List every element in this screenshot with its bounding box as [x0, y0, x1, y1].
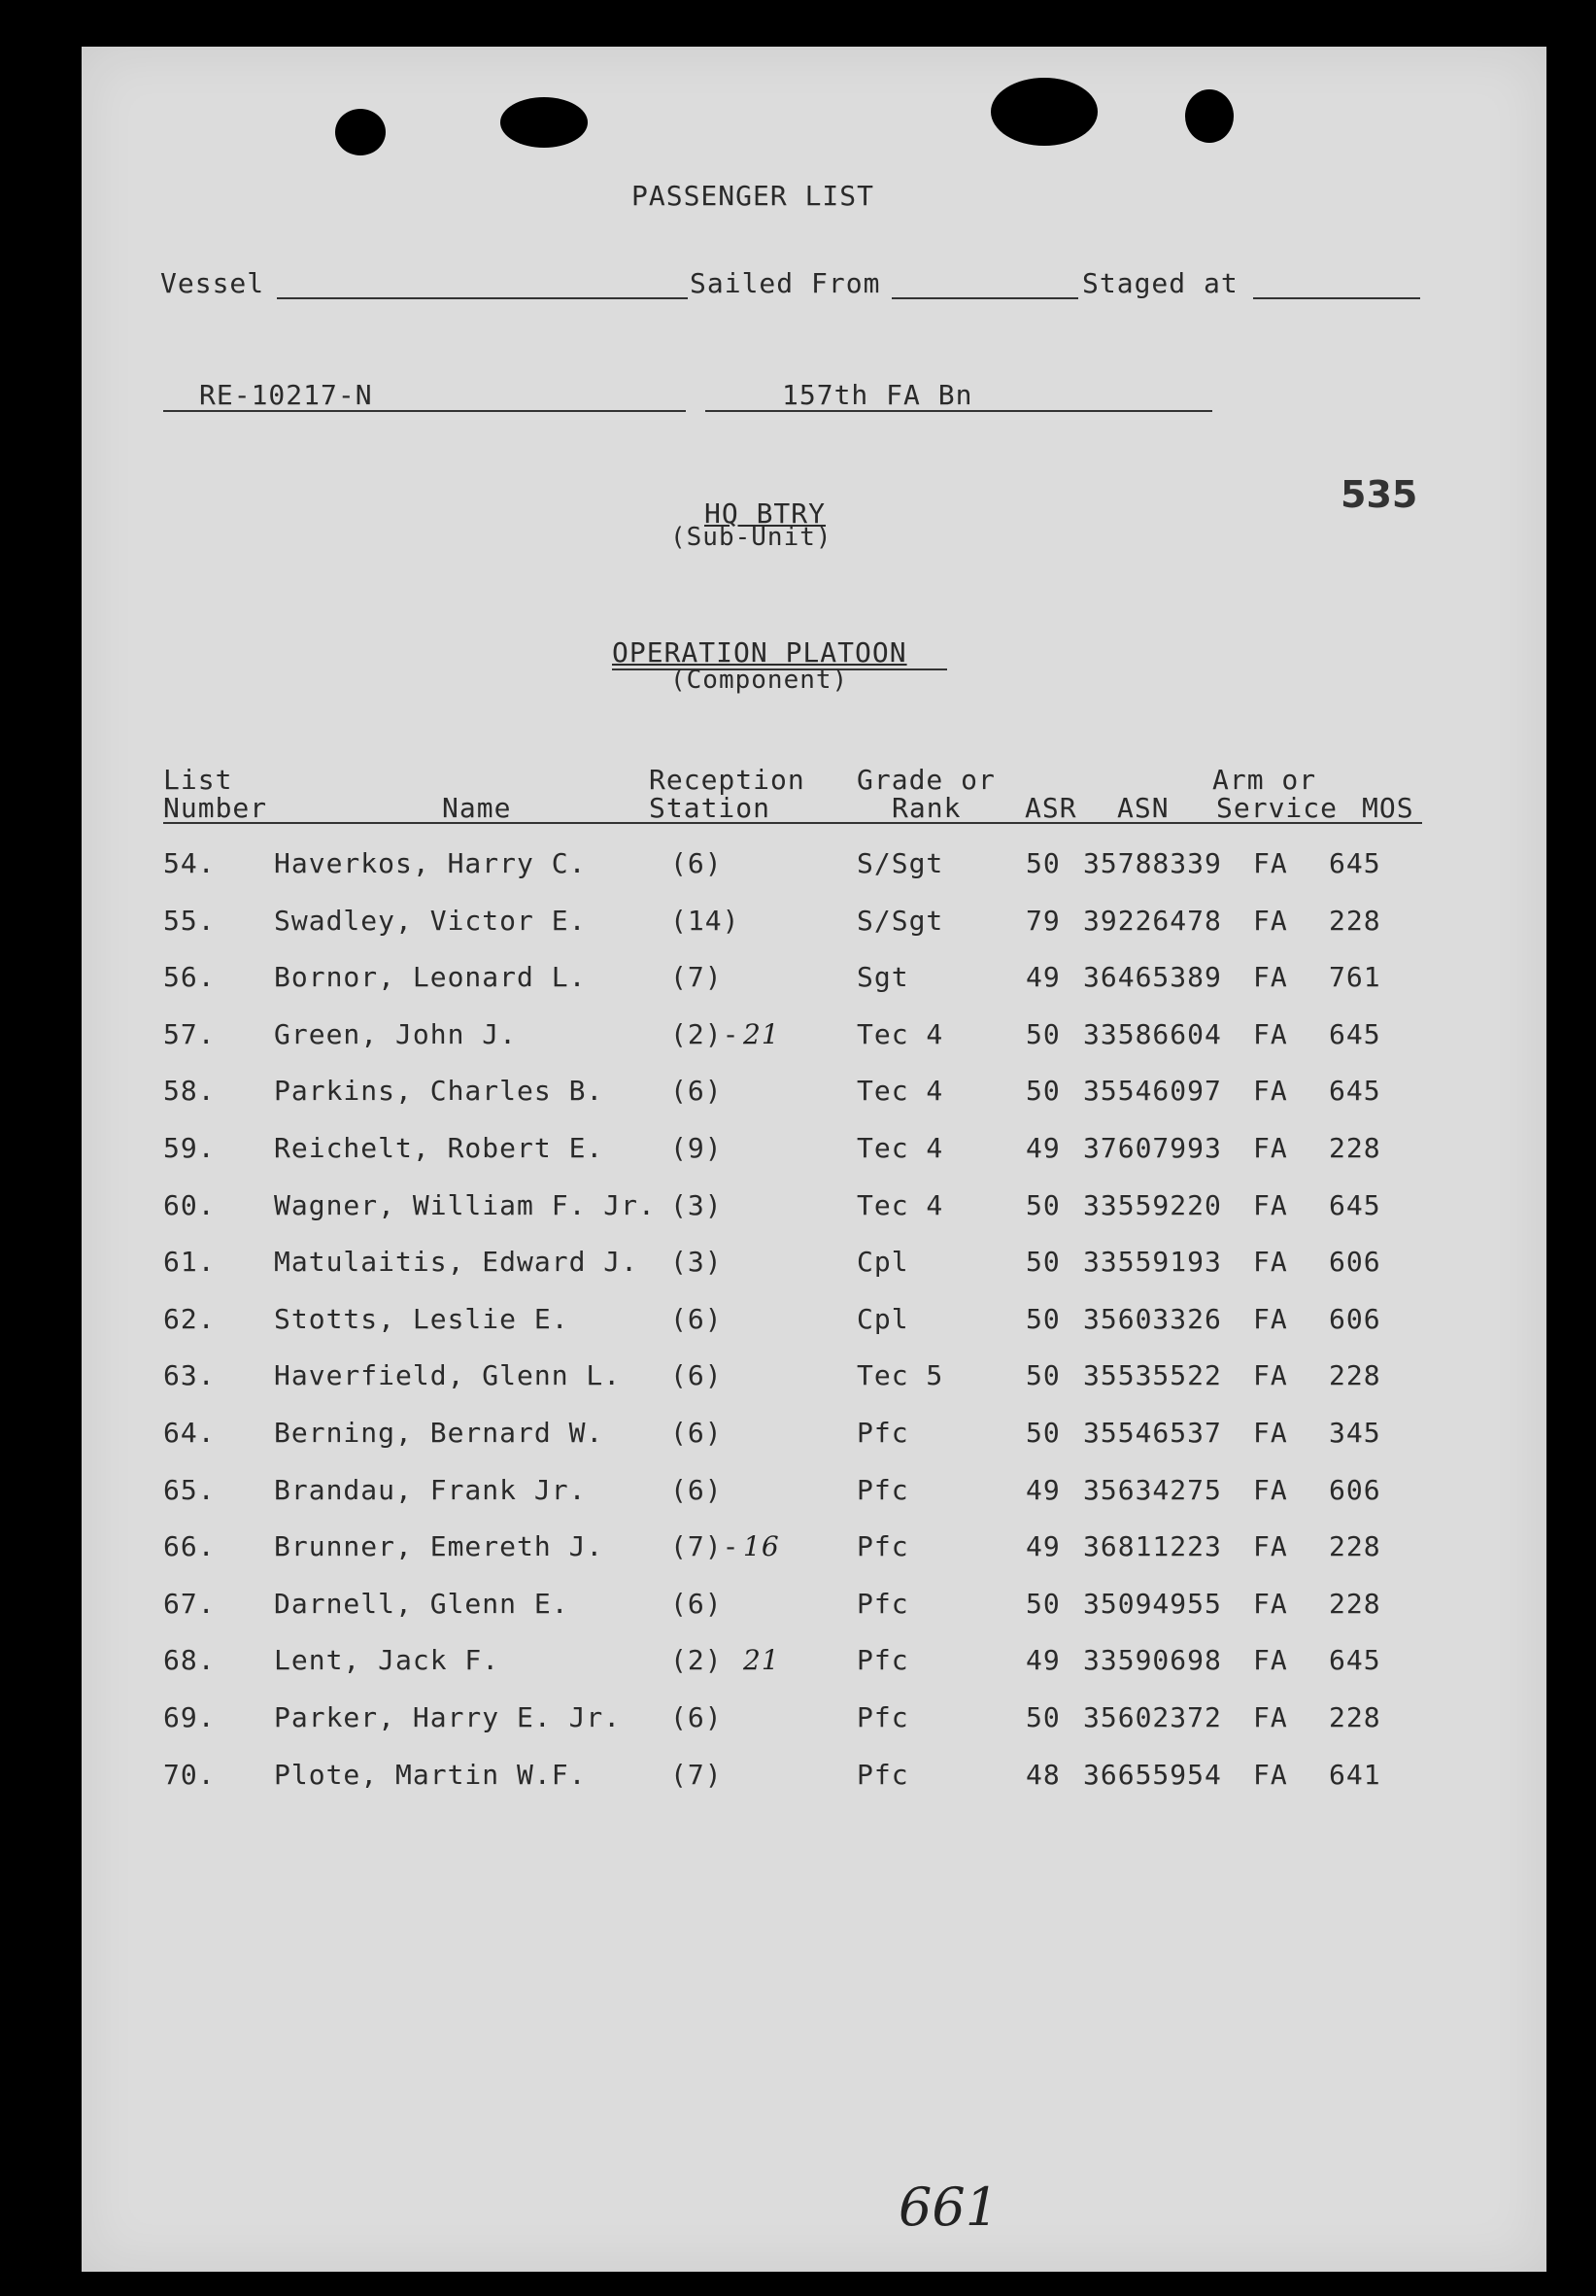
row-station: (6)	[670, 1701, 723, 1733]
row-mos: 645	[1329, 1188, 1381, 1221]
row-asn: 35535522	[1083, 1359, 1222, 1392]
row-station: (2)-	[670, 1017, 740, 1050]
table-row	[0, 1417, 1596, 1456]
row-asn: 35603326	[1083, 1302, 1222, 1335]
row-station: (6)	[670, 1359, 723, 1392]
row-asr: 50	[1026, 1417, 1061, 1449]
row-arm: FA	[1253, 1758, 1288, 1791]
row-number: 54.	[163, 847, 216, 879]
row-number: 68.	[163, 1644, 216, 1677]
row-mos: 606	[1329, 1473, 1381, 1506]
row-mos: 645	[1329, 847, 1381, 879]
row-arm: FA	[1253, 1473, 1288, 1506]
row-station: (14)	[670, 904, 740, 937]
row-asr: 50	[1026, 1359, 1061, 1392]
row-asn: 35094955	[1083, 1587, 1222, 1620]
table-row	[0, 1644, 1596, 1683]
row-asn: 35602372	[1083, 1701, 1222, 1733]
row-number: 56.	[163, 961, 216, 994]
row-grade: Tec 4	[857, 1017, 944, 1050]
row-asr: 49	[1026, 1132, 1061, 1164]
row-arm: FA	[1253, 1530, 1288, 1563]
row-arm: FA	[1253, 1188, 1288, 1221]
sailed-from-line	[892, 297, 1078, 299]
row-asn: 35788339	[1083, 847, 1222, 879]
row-asn: 39226478	[1083, 904, 1222, 937]
row-grade: Pfc	[857, 1644, 909, 1677]
table-row	[0, 1359, 1596, 1398]
row-arm: FA	[1253, 847, 1288, 879]
punch-hole	[335, 109, 386, 155]
row-mos: 645	[1329, 1075, 1381, 1108]
row-mos: 641	[1329, 1758, 1381, 1791]
row-station: (6)	[670, 1302, 723, 1335]
table-row	[0, 1189, 1596, 1228]
row-station: (6)	[670, 1473, 723, 1506]
col-mos: MOS	[1362, 792, 1414, 824]
row-arm: FA	[1253, 1417, 1288, 1449]
row-asn: 37607993	[1083, 1132, 1222, 1164]
row-grade: Tec 4	[857, 1132, 944, 1164]
vessel-value: RE-10217-N	[199, 379, 373, 411]
row-number: 57.	[163, 1017, 216, 1050]
row-number: 62.	[163, 1302, 216, 1335]
row-asn: 33586604	[1083, 1017, 1222, 1050]
row-name: Brunner, Emereth J.	[274, 1530, 604, 1563]
row-name: Swadley, Victor E.	[274, 904, 587, 937]
row-asr: 50	[1026, 1302, 1061, 1335]
table-row	[0, 905, 1596, 943]
table-row	[0, 1075, 1596, 1114]
row-arm: FA	[1253, 904, 1288, 937]
row-arm: FA	[1253, 961, 1288, 994]
row-mos: 606	[1329, 1246, 1381, 1279]
row-handwritten-note: 16	[743, 1530, 780, 1563]
row-mos: 228	[1329, 1132, 1381, 1164]
row-asr: 49	[1026, 1644, 1061, 1677]
row-name: Parker, Harry E. Jr.	[274, 1701, 622, 1733]
row-number: 69.	[163, 1701, 216, 1733]
row-station: (6)	[670, 1587, 723, 1620]
vessel-value-line	[163, 410, 686, 412]
row-grade: Pfc	[857, 1587, 909, 1620]
row-asr: 49	[1026, 1530, 1061, 1563]
row-grade: Pfc	[857, 1530, 909, 1563]
unit-value-line	[705, 410, 1212, 412]
row-station: (3)	[670, 1246, 723, 1279]
row-number: 60.	[163, 1188, 216, 1221]
row-name: Wagner, William F. Jr.	[274, 1188, 656, 1221]
row-mos: 645	[1329, 1644, 1381, 1677]
row-asr: 49	[1026, 1473, 1061, 1506]
row-asn: 36811223	[1083, 1530, 1222, 1563]
row-arm: FA	[1253, 1132, 1288, 1164]
col-list-number-2: Number	[163, 792, 268, 824]
table-row	[0, 847, 1596, 886]
row-asr: 50	[1026, 1075, 1061, 1108]
row-arm: FA	[1253, 1302, 1288, 1335]
row-mos: 228	[1329, 1530, 1381, 1563]
row-mos: 228	[1329, 1587, 1381, 1620]
row-station: (7)	[670, 1758, 723, 1791]
row-number: 64.	[163, 1417, 216, 1449]
row-number: 65.	[163, 1473, 216, 1506]
col-list-number-1: List	[163, 764, 233, 796]
row-asn: 36655954	[1083, 1758, 1222, 1791]
row-asr: 50	[1026, 1017, 1061, 1050]
sub-unit: HQ BTRY	[704, 497, 827, 530]
row-mos: 345	[1329, 1417, 1381, 1449]
row-grade: Pfc	[857, 1758, 909, 1791]
row-handwritten-note: 21	[743, 1017, 780, 1050]
col-asr: ASR	[1025, 792, 1077, 824]
table-row	[0, 1701, 1596, 1740]
row-grade: Tec 4	[857, 1188, 944, 1221]
row-station: (6)	[670, 1075, 723, 1108]
component-label: (Component)	[670, 666, 849, 695]
row-asn: 33559220	[1083, 1188, 1222, 1221]
row-arm: FA	[1253, 1644, 1288, 1677]
row-name: Haverkos, Harry C.	[274, 847, 587, 879]
row-mos: 228	[1329, 904, 1381, 937]
row-name: Lent, Jack F.	[274, 1644, 500, 1677]
row-name: Bornor, Leonard L.	[274, 961, 587, 994]
col-name: Name	[442, 792, 512, 824]
row-asn: 33559193	[1083, 1246, 1222, 1279]
row-mos: 228	[1329, 1359, 1381, 1392]
row-asr: 50	[1026, 1188, 1061, 1221]
col-reception-2: Station	[649, 792, 771, 824]
row-asr: 50	[1026, 1246, 1061, 1279]
punch-hole	[500, 97, 588, 148]
row-asr: 79	[1026, 904, 1061, 937]
row-station: (2)	[670, 1644, 723, 1677]
row-name: Matulaitis, Edward J.	[274, 1246, 639, 1279]
row-station: (9)	[670, 1132, 723, 1164]
row-number: 59.	[163, 1132, 216, 1164]
punch-hole	[991, 78, 1098, 146]
row-asn: 35546537	[1083, 1417, 1222, 1449]
page-number: 535	[1341, 473, 1418, 516]
table-row	[0, 1588, 1596, 1627]
row-station: (6)	[670, 847, 723, 879]
row-grade: Pfc	[857, 1473, 909, 1506]
vessel-label: Vessel	[160, 267, 265, 299]
row-grade: Sgt	[857, 961, 909, 994]
row-arm: FA	[1253, 1075, 1288, 1108]
row-asr: 48	[1026, 1758, 1061, 1791]
row-name: Haverfield, Glenn L.	[274, 1359, 622, 1392]
row-grade: Pfc	[857, 1417, 909, 1449]
unit-value: 157th FA Bn	[782, 379, 973, 411]
punch-hole	[1185, 89, 1234, 143]
row-name: Brandau, Frank Jr.	[274, 1473, 587, 1506]
row-name: Stotts, Leslie E.	[274, 1302, 569, 1335]
row-asr: 50	[1026, 1587, 1061, 1620]
row-grade: Cpl	[857, 1302, 909, 1335]
row-station: (7)	[670, 961, 723, 994]
staged-at-label: Staged at	[1082, 267, 1239, 299]
row-grade: Cpl	[857, 1246, 909, 1279]
table-row	[0, 1018, 1596, 1057]
table-row	[0, 1303, 1596, 1342]
row-asn: 36465389	[1083, 961, 1222, 994]
vessel-line	[277, 297, 688, 299]
row-grade: S/Sgt	[857, 847, 944, 879]
row-grade: Tec 5	[857, 1359, 944, 1392]
table-row	[0, 1246, 1596, 1285]
header-rule	[163, 822, 1422, 824]
row-handwritten-note: 21	[743, 1644, 780, 1677]
row-number: 63.	[163, 1359, 216, 1392]
row-number: 58.	[163, 1075, 216, 1108]
document-title: PASSENGER LIST	[631, 180, 875, 212]
col-arm-2: Service	[1216, 792, 1339, 824]
col-arm-1: Arm or	[1212, 764, 1317, 796]
row-mos: 761	[1329, 961, 1381, 994]
sub-unit-label: (Sub-Unit)	[670, 523, 832, 552]
row-asn: 33590698	[1083, 1644, 1222, 1677]
row-name: Reichelt, Robert E.	[274, 1132, 604, 1164]
row-asr: 50	[1026, 847, 1061, 879]
row-name: Green, John J.	[274, 1017, 518, 1050]
row-name: Plote, Martin W.F.	[274, 1758, 587, 1791]
row-number: 55.	[163, 904, 216, 937]
row-name: Parkins, Charles B.	[274, 1075, 604, 1108]
row-arm: FA	[1253, 1246, 1288, 1279]
row-number: 67.	[163, 1587, 216, 1620]
row-name: Darnell, Glenn E.	[274, 1587, 569, 1620]
row-asr: 49	[1026, 961, 1061, 994]
row-number: 61.	[163, 1246, 216, 1279]
handwritten-number: 661	[899, 2176, 1000, 2238]
row-number: 66.	[163, 1530, 216, 1563]
row-station: (3)	[670, 1188, 723, 1221]
col-grade-1: Grade or	[857, 764, 996, 796]
row-station: (7)-	[670, 1530, 740, 1563]
row-mos: 228	[1329, 1701, 1381, 1733]
row-arm: FA	[1253, 1587, 1288, 1620]
staged-at-line	[1253, 297, 1420, 299]
row-asr: 50	[1026, 1701, 1061, 1733]
component: OPERATION PLATOON	[612, 636, 907, 668]
row-asn: 35546097	[1083, 1075, 1222, 1108]
row-arm: FA	[1253, 1359, 1288, 1392]
table-row	[0, 1132, 1596, 1171]
col-grade-2: Rank	[892, 792, 962, 824]
col-reception-1: Reception	[649, 764, 805, 796]
row-mos: 606	[1329, 1302, 1381, 1335]
table-row	[0, 1530, 1596, 1569]
row-arm: FA	[1253, 1701, 1288, 1733]
table-row	[0, 961, 1596, 1000]
row-grade: S/Sgt	[857, 904, 944, 937]
row-station: (6)	[670, 1417, 723, 1449]
col-asn: ASN	[1117, 792, 1170, 824]
row-asn: 35634275	[1083, 1473, 1222, 1506]
row-name: Berning, Bernard W.	[274, 1417, 604, 1449]
row-arm: FA	[1253, 1017, 1288, 1050]
table-row	[0, 1474, 1596, 1513]
table-row	[0, 1759, 1596, 1798]
row-grade: Pfc	[857, 1701, 909, 1733]
row-mos: 645	[1329, 1017, 1381, 1050]
row-grade: Tec 4	[857, 1075, 944, 1108]
sailed-from-label: Sailed From	[690, 267, 881, 299]
row-number: 70.	[163, 1758, 216, 1791]
